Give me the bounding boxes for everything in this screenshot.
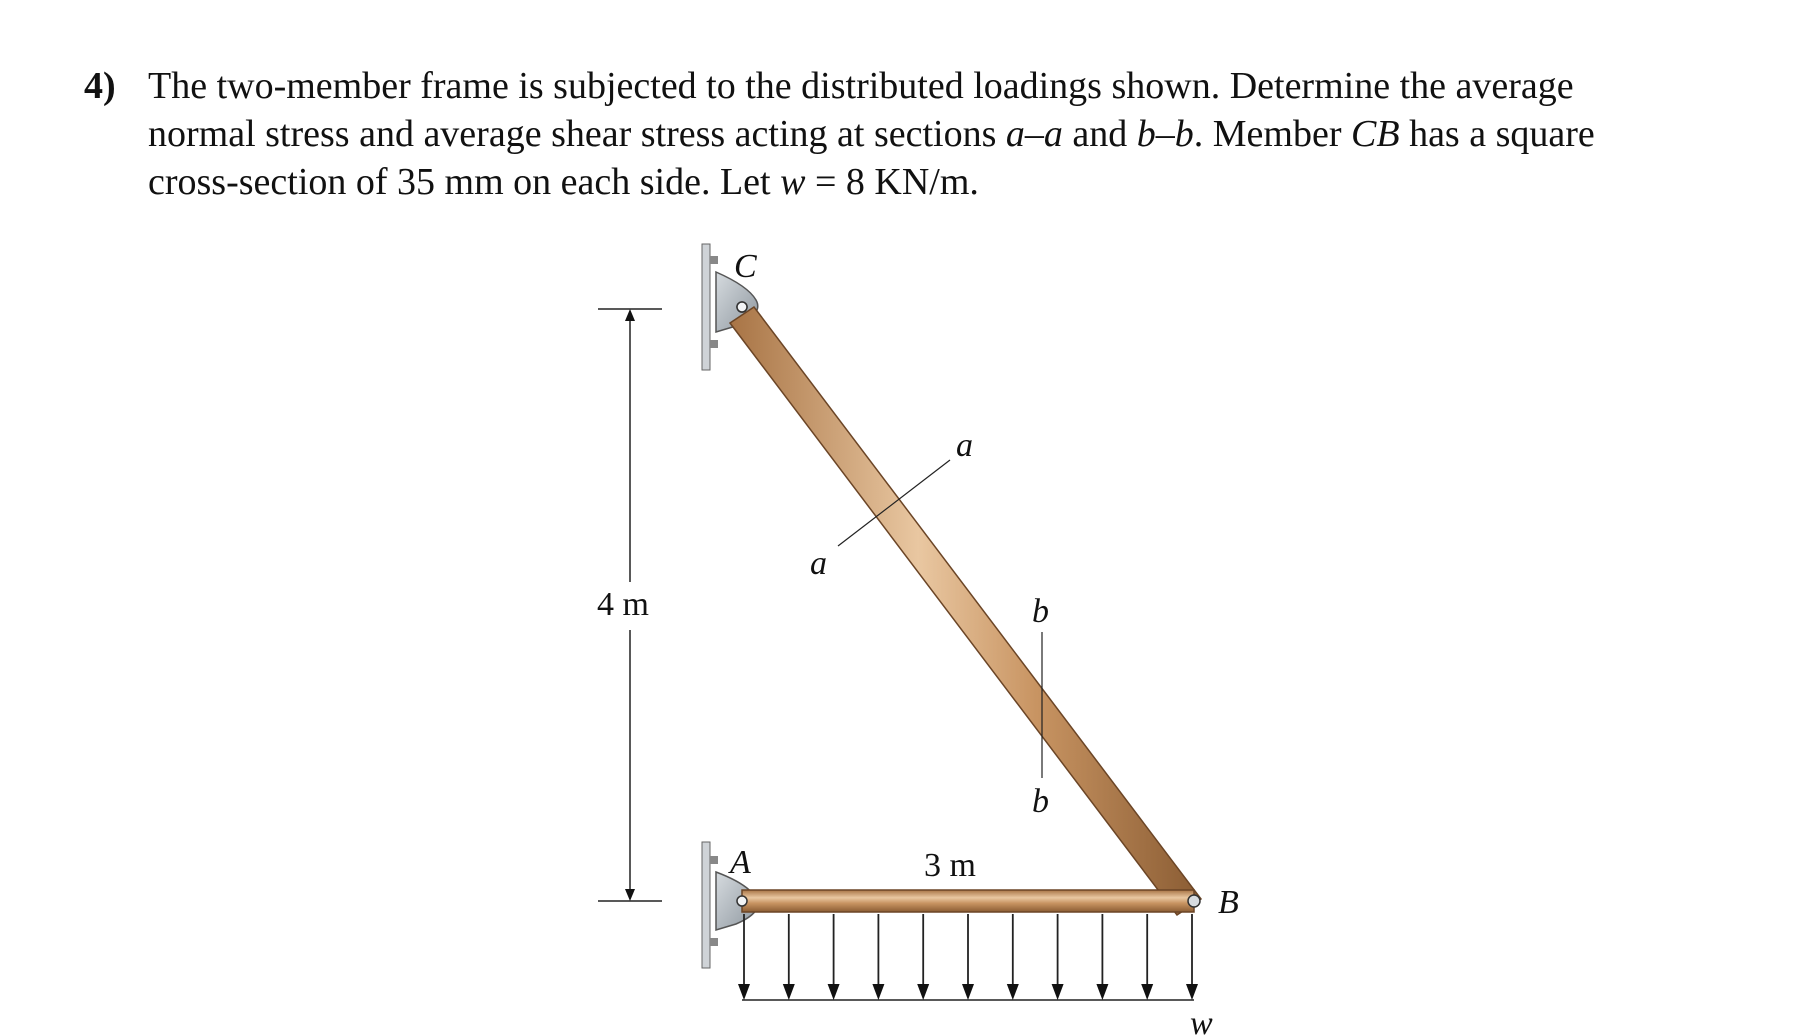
- section-b-ref: b–b: [1136, 113, 1194, 155]
- span-label: 3 m: [924, 847, 976, 884]
- arrow-down-icon: [738, 984, 750, 1000]
- arrow-down-icon: [828, 984, 840, 1000]
- label-c: C: [734, 248, 757, 285]
- arrow-down-icon: [917, 984, 929, 1000]
- arrow-down-icon: [1052, 984, 1064, 1000]
- distributed-load: [738, 914, 1198, 1000]
- section-a-bottom-label: a: [810, 545, 827, 582]
- member-ref: CB: [1351, 113, 1400, 155]
- arrow-down-icon: [872, 984, 884, 1000]
- problem-line-2: normal stress and average shear stress acting at sections a–a and b–b. Member CB has a square: [148, 113, 1595, 155]
- load-symbol: w: [780, 161, 806, 203]
- height-label: 4 m: [597, 586, 649, 623]
- section-b-top-label: b: [1032, 593, 1049, 630]
- arrow-down-icon: [1096, 984, 1108, 1000]
- member-cb: [730, 302, 1201, 915]
- arrow-down-icon: [1186, 984, 1198, 1000]
- arrow-up-icon: [625, 309, 635, 321]
- problem-line-1: The two-member frame is subjected to the distributed loadings shown. Determine the average: [148, 65, 1574, 107]
- section-a-top-label: a: [956, 427, 973, 464]
- arrow-down-icon: [962, 984, 974, 1000]
- arrow-down-icon: [1141, 984, 1153, 1000]
- arrow-down-icon: [1007, 984, 1019, 1000]
- problem-line-3: cross-section of 35 mm on each side. Let w = 8 KN/m.: [148, 161, 979, 203]
- arrow-down-icon: [625, 889, 635, 901]
- arrow-down-icon: [783, 984, 795, 1000]
- problem-number: 4): [84, 65, 116, 107]
- label-b: B: [1218, 884, 1239, 921]
- section-a-ref: a–a: [1005, 113, 1063, 155]
- section-b-bottom-label: b: [1032, 783, 1049, 820]
- height-dimension: [597, 309, 662, 901]
- pin-b-icon: [1188, 895, 1200, 907]
- load-label: w: [1190, 1005, 1213, 1036]
- label-a: A: [730, 844, 751, 881]
- support-c: [702, 244, 758, 370]
- pin-a-icon: [737, 896, 747, 906]
